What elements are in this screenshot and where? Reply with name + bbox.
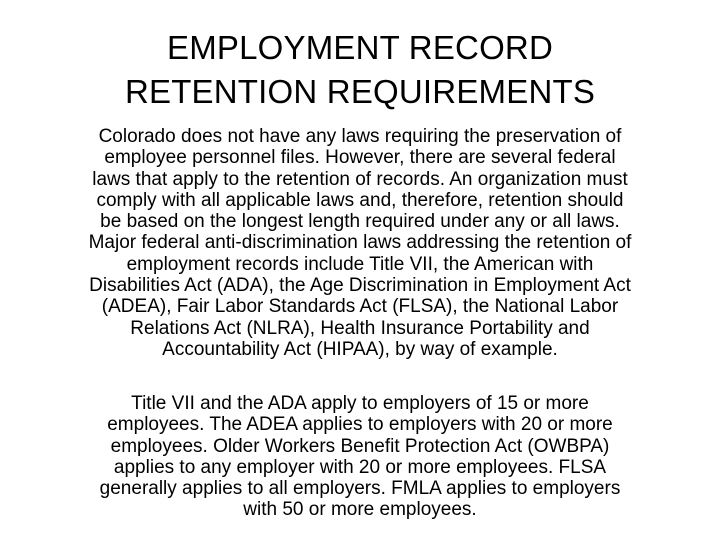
paragraph-line: Major federal anti-discrimination laws addressing the retention of bbox=[88, 232, 632, 254]
paragraph-line: Accountability Act (HIPAA), by way of example. bbox=[162, 338, 558, 360]
title-line: EMPLOYMENT RECORD bbox=[166, 29, 553, 66]
paragraph-line: comply with all applicable laws and, therefore, retention should bbox=[96, 189, 624, 211]
paragraph-line: laws that apply to the retention of records. An organization must bbox=[92, 168, 628, 190]
paragraph-line: be based on the longest length required under any or all laws. bbox=[100, 211, 620, 233]
paragraph-line: employees. Older Workers Benefit Protection Act (OWBPA) bbox=[110, 435, 610, 457]
paragraph-line: Disabilities Act (ADA), the Age Discrimination in Employment Act bbox=[89, 275, 631, 297]
title-line: RETENTION REQUIREMENTS bbox=[124, 73, 596, 110]
paragraph-line: Relations Act (NLRA), Health Insurance Portability and bbox=[130, 317, 590, 339]
paragraph-line: Title VII and the ADA apply to employers of 15 or more bbox=[131, 393, 589, 414]
paragraph-line: applies to any employer with 20 or more employees. FLSA bbox=[113, 456, 607, 478]
paragraph-line: (ADEA), Fair Labor Standards Act (FLSA), the National Labor bbox=[101, 296, 619, 318]
paragraph-line: generally applies to all employers. FMLA applies to employers bbox=[99, 478, 621, 500]
paragraph-employer-thresholds bbox=[0, 393, 720, 521]
paragraph-line: employee personnel files. However, there are several federal bbox=[104, 147, 616, 169]
paragraph-line: employees. The ADEA applies to employers with 20 or more bbox=[107, 414, 613, 436]
paragraph-retention-laws bbox=[0, 126, 720, 360]
paragraph-line: Colorado does not have any laws requiring the preservation of bbox=[98, 126, 622, 147]
slide-title bbox=[0, 26, 720, 114]
paragraph-line: employment records include Title VII, the American with bbox=[126, 253, 594, 275]
paragraph-line: with 50 or more employees. bbox=[243, 499, 477, 521]
